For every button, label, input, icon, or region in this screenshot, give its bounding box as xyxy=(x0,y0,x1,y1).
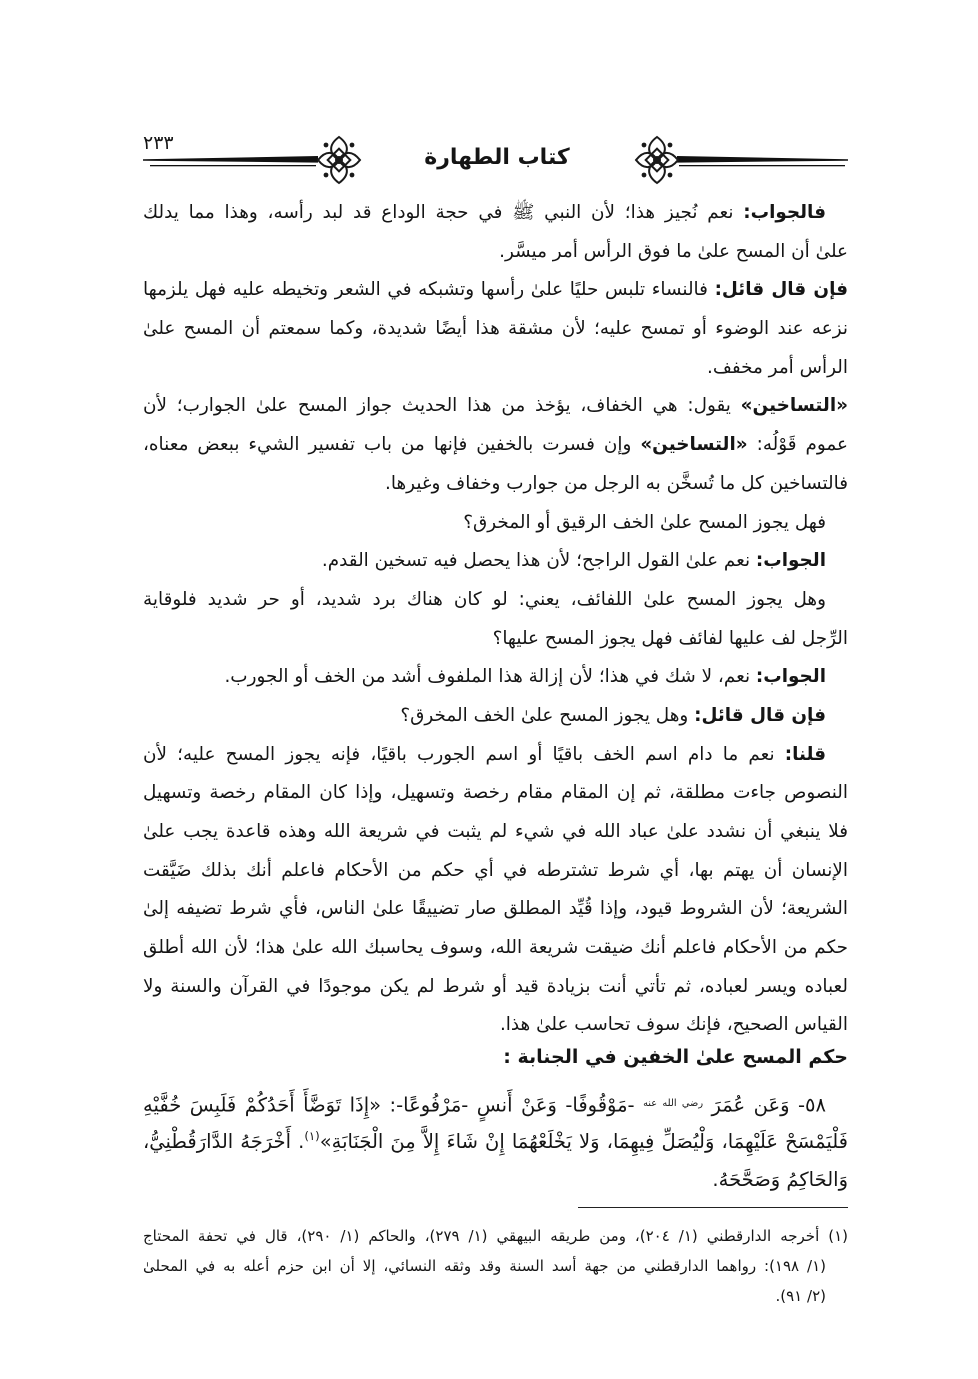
line-text: وَالحَاكِمُ وَصَحَّحَهُ. xyxy=(712,1168,848,1191)
line-text: . أَخْرَجَهُ الدَّارَقُطْنِيُّ، xyxy=(143,1130,305,1153)
footnote-line: (٢/ ٩١). xyxy=(775,1287,826,1305)
hadith-line xyxy=(143,1085,848,1123)
line-text: فالتساخين كل ما تُسخَّن به الرجل من جوارب وخفاف وغيرها. xyxy=(385,472,848,494)
section-heading-block xyxy=(143,1038,848,1077)
text-line xyxy=(143,465,848,504)
text-line xyxy=(143,349,848,388)
hadith-line xyxy=(143,1123,848,1161)
footnote-line: (١) أخرجه الدارقطني (١/ ٢٠٤)، ومن طريقه البيهقي (١/ ٢٧٩)، والحاكم (١/ ٢٩٠)، قال في تحفة المحتاج xyxy=(143,1227,848,1245)
ornament-left-icon xyxy=(318,137,360,183)
line-text: الشريعة؛ لأن الشروط قيود، وإذا قُيِّد المطلق صار تضييقًا علىٰ الناس، فأي شرط تضيفه إلىٰ xyxy=(143,898,848,920)
text-line xyxy=(143,581,848,620)
ornament-right-icon xyxy=(636,137,678,183)
line-text: القياس الصحيح، فإنك سوف تحاسب علىٰ هذا. xyxy=(499,1014,848,1036)
line-text: وهل يجوز المسح علىٰ اللفائف، يعني: لو كان هناك برد شديد، أو حر شديد فلوقاية xyxy=(143,588,826,610)
line-text: عموم قَوْلُه: xyxy=(747,434,848,456)
footnote-divider xyxy=(578,1207,848,1208)
line-text: فَلْيَمْسَحْ عَلَيْهِمَا، وَلْيُصَلِّ فِيهِمَا، وَلا يَخْلَعْهُمَا إِنْ شَاءَ إِلاَّ مِنَ الْجَنَابَةِ» xyxy=(319,1130,848,1153)
line-text: وهل يجوز المسح علىٰ الخف المخرق؟ xyxy=(400,704,695,726)
body-text xyxy=(143,194,848,1045)
line-text: فالنساء تلبس حليًا علىٰ رأسها وتشبكه في الشعر وتخيطه عليه فهل يلزمها xyxy=(143,279,715,301)
line-text: نعم نُجيز هذا؛ لأن النبي ﷺ في حجة الوداع قد لبد رأسه، وهذا مما يدلك xyxy=(143,202,744,223)
text-line xyxy=(143,658,848,697)
line-text: الرأس أمر مخفف. xyxy=(706,356,848,378)
chapter-title: كتاب الطهارة xyxy=(424,145,570,170)
text-line xyxy=(143,426,848,465)
line-text: النصوص جاءت مطلقة، ثم إن المقام مقام رخصة وتسهيل، وإذا كان المقام رخصة وتسهيل xyxy=(143,782,848,804)
honorific-symbol: رضي الله عنه xyxy=(643,1098,704,1109)
text-line xyxy=(143,813,848,852)
hadith-text xyxy=(143,1085,848,1199)
text-line xyxy=(143,774,848,813)
text-line xyxy=(143,890,848,929)
line-text: وإن فسرت بالخفين فإنها من باب تفسير الشيء ببعض معناه، xyxy=(143,434,641,456)
section-heading: حكم المسح علىٰ الخفين في الجنابة : xyxy=(503,1046,848,1068)
line-text: علىٰ أن المسح علىٰ ما فوق الرأس أمر ميسَّر. xyxy=(499,240,848,262)
line-text: نعم علىٰ القول الراجح؛ لأن هذا يحصل فيه تسخين القدم. xyxy=(321,550,756,572)
text-line xyxy=(143,271,848,310)
footnote-ref: (١) xyxy=(304,1128,320,1143)
line-text: نعم، لا شك في هذا؛ لأن إزالة هذا الملفوف أشد من الخف أو الجورب. xyxy=(224,666,756,688)
header-rule-left xyxy=(143,156,318,163)
line-text: نعم ما دام اسم الخف باقيًا أو اسم الجورب باقيًا، فإنه يجوز المسح عليه؛ لأن xyxy=(143,743,785,765)
text-line xyxy=(143,852,848,891)
text-line xyxy=(143,542,848,581)
header-rule-right-thin xyxy=(679,165,845,166)
hadith-number: ٥٨- xyxy=(798,1093,826,1117)
header-rule-right xyxy=(677,156,848,163)
line-text: الرِّجل لف عليها لفائف فهل يجوز المسح عليها؟ xyxy=(492,627,848,649)
line-text: فلا ينبغي أن نشدد علىٰ عباد الله في شيء لم يثبت في شريعة الله وهذه قاعدة يجب علىٰ xyxy=(143,821,848,842)
bold-label: قلنا: xyxy=(784,743,826,765)
bold-label: الجواب: xyxy=(755,666,826,688)
line-text: وَعَن عُمَرَ xyxy=(703,1093,798,1117)
bold-label: الجواب: xyxy=(755,550,826,572)
text-line xyxy=(143,736,848,775)
footnotes xyxy=(143,1221,848,1311)
text-line xyxy=(143,233,848,272)
header-rule-left-thin xyxy=(150,165,316,166)
text-line xyxy=(143,620,848,659)
bold-label: فإن قال قائل: xyxy=(714,279,849,301)
line-text: لعباده ويسر لعباده، ثم تأتي أنت بزيادة قيد أو شرط لم يكن موجودًا في القرآن والسنة ولا xyxy=(143,975,848,997)
footnote-line: (١/ ١٩٨): رواهما الدارقطني من جهة أسد السنة وقد وثقه النسائي، إلا أن ابن حزم أعله به في المحلىٰ xyxy=(143,1257,826,1275)
page-number: ٢٣٣ xyxy=(143,132,174,154)
line-text: الإنسان أن يهتم بها، أي شرط تشترطه في أي حكم من الأحكام فاعلم أنك بذلك ضَيَّقت xyxy=(143,859,848,881)
text-line xyxy=(143,504,848,543)
line-text: فهل يجوز المسح علىٰ الخف الرقيق أو المخرق؟ xyxy=(463,511,826,533)
text-line xyxy=(143,697,848,736)
bold-term: «التساخين» xyxy=(640,434,748,456)
line-text: يقول: هي الخفاف، يؤخذ من هذا الحديث جواز المسح علىٰ الجوارب؛ لأن xyxy=(143,395,741,417)
bold-term: «التساخين» xyxy=(740,395,848,417)
text-line xyxy=(143,968,848,1007)
line-text: نزعه عند الوضوء أو تمسح عليه؛ لأن مشقة هذا أيضًا شديدة، وكما سمعتم أن المسح علىٰ xyxy=(143,318,848,340)
line-text: حكم من الأحكام فاعلم أنك ضيقت شريعة الله، وسوف يحاسبك الله علىٰ هذا؛ لأن الله أطلق xyxy=(143,937,848,959)
line-text: -مَوْقُوفًا- وَعَنْ أَنسٍ -مَرْفُوعًا-: «إِذَا تَوَضَّأَ أَحَدُكُمْ فَلَبِسَ خُفَّيْهِ xyxy=(143,1093,644,1117)
text-line xyxy=(143,310,848,349)
text-line xyxy=(143,387,848,426)
bold-label: فإن قال قائل: xyxy=(694,704,826,726)
text-line xyxy=(143,194,848,233)
text-line xyxy=(143,929,848,968)
hadith-line xyxy=(143,1161,848,1199)
bold-label: فالجواب: xyxy=(743,202,826,223)
